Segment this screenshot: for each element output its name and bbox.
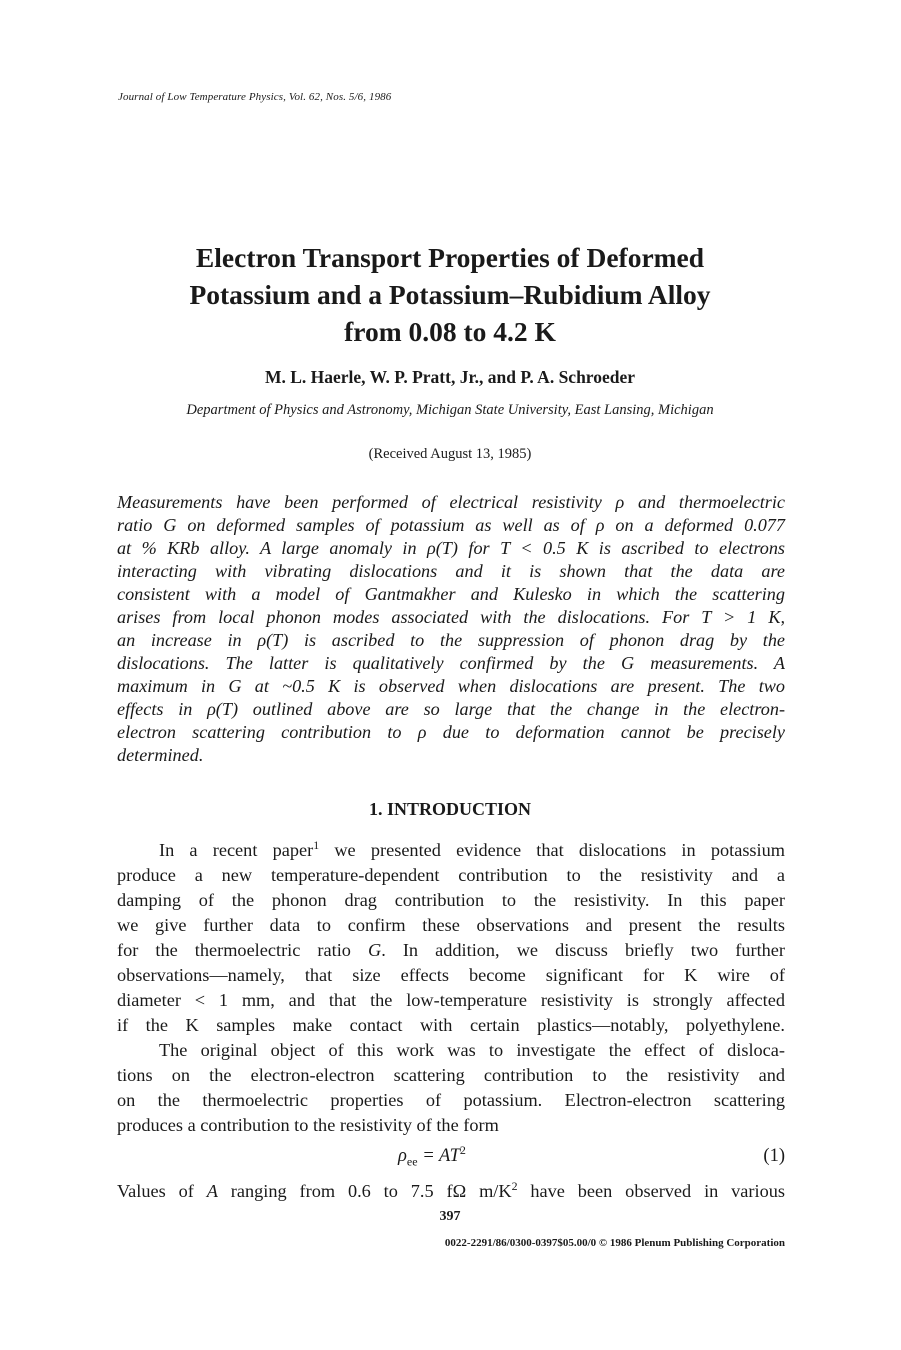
math-symbol: ρ: [398, 1146, 407, 1166]
text-run: we presented evidence that dislocations in potassium: [319, 840, 785, 860]
section-heading: 1. INTRODUCTION: [368, 799, 532, 819]
text-run: ranging from 0.6 to 7.5 fΩ m/K: [217, 1181, 512, 1201]
text-run: for the thermoelectric ratio: [117, 940, 368, 960]
text-run: Values of: [117, 1181, 207, 1201]
math-symbol: = AT: [417, 1146, 460, 1166]
body-line: tions on the electron-electron scattering contribution to the resistivity and: [117, 1065, 785, 1085]
abstract-line: consistent with a model of Gantmakher and Kulesko in which the scattering: [117, 584, 785, 604]
abstract-line: ratio G on deformed samples of potassium as well as of ρ on a deformed 0.077: [117, 515, 785, 535]
text-run: . In addition, we discuss briefly two further: [381, 940, 785, 960]
equation-number: (1): [763, 1146, 785, 1166]
body-line: on the thermoelectric properties of potassium. Electron-electron scattering: [117, 1090, 785, 1110]
body-line: observations—namely, that size effects become significant for K wire of: [117, 965, 785, 985]
body-line: produces a contribution to the resistivity of the form: [117, 1115, 499, 1135]
abstract-line: electron scattering contribution to ρ due to deformation cannot be precisely: [117, 722, 785, 742]
body-line: if the K samples make contact with certain plastics—notably, polyethylene.: [117, 1015, 785, 1035]
abstract-line: interacting with vibrating dislocations and it is shown that the data are: [117, 561, 785, 581]
body-line: produce a new temperature-dependent contribution to the resistivity and a: [117, 865, 785, 885]
title-line: from 0.08 to 4.2 K: [344, 316, 556, 347]
abstract-line: maximum in G at ~0.5 K is observed when dislocations are present. The two: [117, 676, 785, 696]
math-symbol: G: [368, 940, 382, 960]
author-list: M. L. Haerle, W. P. Pratt, Jr., and P. A. Schroeder: [264, 367, 636, 387]
introduction-text: [117, 838, 785, 1138]
math-superscript: 2: [511, 1178, 518, 1193]
body-line: The original object of this work was to investigate the effect of disloca-: [159, 1040, 785, 1060]
math-symbol: A: [206, 1181, 218, 1201]
paper-title: [100, 239, 800, 350]
body-line: damping of the phonon drag contribution to the resistivity. In this paper: [117, 890, 785, 910]
text-run: have been observed in various: [517, 1181, 785, 1201]
math-superscript: 2: [459, 1142, 466, 1157]
abstract-line: dislocations. The latter is qualitatively confirmed by the G measurements. A: [117, 653, 785, 673]
title-line: Potassium and a Potassium–Rubidium Alloy: [189, 279, 711, 310]
abstract-line: at % KRb alloy. A large anomaly in ρ(T) for T < 0.5 K is ascribed to electrons: [117, 538, 785, 558]
body-line: [117, 838, 785, 863]
page-number: 397: [439, 1209, 461, 1224]
affiliation: Department of Physics and Astronomy, Michigan State University, East Lansing, Michigan: [186, 402, 714, 418]
text-run: In a recent paper: [159, 840, 314, 860]
body-line: we give further data to confirm these observations and present the results: [117, 915, 785, 935]
math-subscript: ee: [406, 1154, 418, 1169]
received-date: (Received August 13, 1985): [368, 446, 532, 462]
abstract: [117, 491, 785, 767]
body-line: [117, 938, 785, 963]
abstract-line: effects in ρ(T) outlined above are so large that the change in the electron-: [117, 699, 785, 719]
copyright-footer: 0022-2291/86/0300-0397$05.00/0 © 1986 Plenum Publishing Corporation: [444, 1237, 785, 1249]
body-line: [117, 1178, 785, 1202]
body-line: diameter < 1 mm, and that the low-temperature resistivity is strongly affected: [117, 990, 785, 1010]
abstract-line: arises from local phonon modes associated with the dislocations. For T > 1 K,: [117, 607, 785, 627]
equation-expression: [398, 1142, 466, 1169]
equation-1: [117, 1142, 785, 1172]
title-line: Electron Transport Properties of Deformed: [195, 242, 705, 273]
journal-citation: Journal of Low Temperature Physics, Vol. 62, Nos. 5/6, 1986: [118, 91, 392, 103]
abstract-line: Measurements have been performed of electrical resistivity ρ and thermoelectric: [117, 492, 785, 512]
citation-superscript: 1: [313, 837, 320, 852]
abstract-line: determined.: [117, 745, 204, 765]
abstract-line: an increase in ρ(T) is ascribed to the suppression of phonon drag by the: [117, 630, 785, 650]
